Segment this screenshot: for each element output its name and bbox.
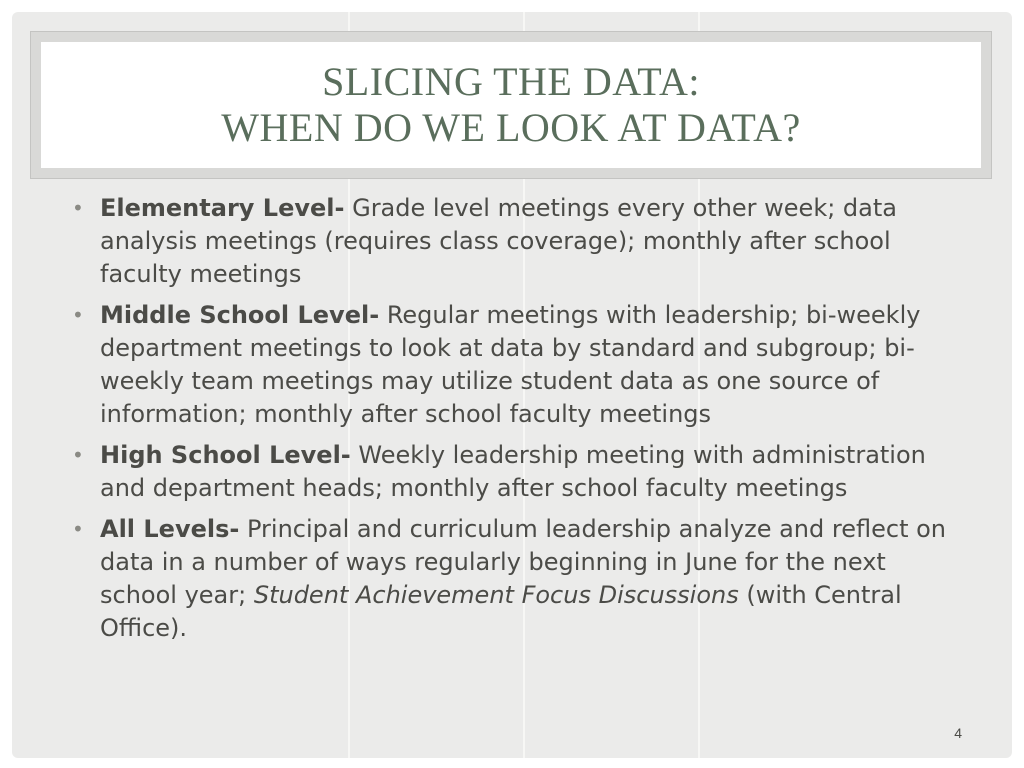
slide-title-line-1: SLICING THE DATA: (322, 59, 700, 104)
bullet-elementary (70, 192, 960, 291)
bullet-dot-icon: • (72, 443, 84, 467)
bullet-text: Grade level meetings every other week; data analysis meetings (requires class coverage); monthly after school faculty meetings (100, 194, 897, 288)
bullet-list (70, 192, 960, 653)
bullet-lead: Elementary Level- (100, 194, 345, 222)
bullet-dot-icon: • (72, 196, 84, 220)
bullet-all-levels (70, 513, 960, 645)
page-number: 4 (954, 725, 962, 741)
bullet-text: Weekly leadership meeting with administration and department heads; monthly after school faculty meetings (100, 441, 926, 502)
slide-title-line-2: WHEN DO WE LOOK AT DATA? (221, 105, 801, 150)
bullet-middle-school (70, 299, 960, 431)
slide (12, 12, 1012, 758)
bullet-lead: Middle School Level- (100, 301, 380, 329)
bullet-lead: All Levels- (100, 515, 240, 543)
bullet-text: Regular meetings with leadership; bi-weekly department meetings to look at data by standard and subgroup; bi-weekly team meetings may utilize student data as one source of information; monthly after school faculty meetings (100, 301, 921, 428)
bullet-high-school (70, 439, 960, 505)
bullet-dot-icon: • (72, 303, 84, 327)
bullet-text: Principal and curriculum leadership analyze and reflect on data in a number of ways regularly beginning in June for the next school year; (100, 515, 946, 609)
bullet-tail-text: (with Central Office). (100, 581, 902, 642)
title-box (41, 42, 981, 168)
bullet-lead: High School Level- (100, 441, 351, 469)
bullet-italic-text: Student Achievement Focus Discussions (253, 581, 739, 609)
bullet-dot-icon: • (72, 517, 84, 541)
title-frame (30, 31, 992, 179)
